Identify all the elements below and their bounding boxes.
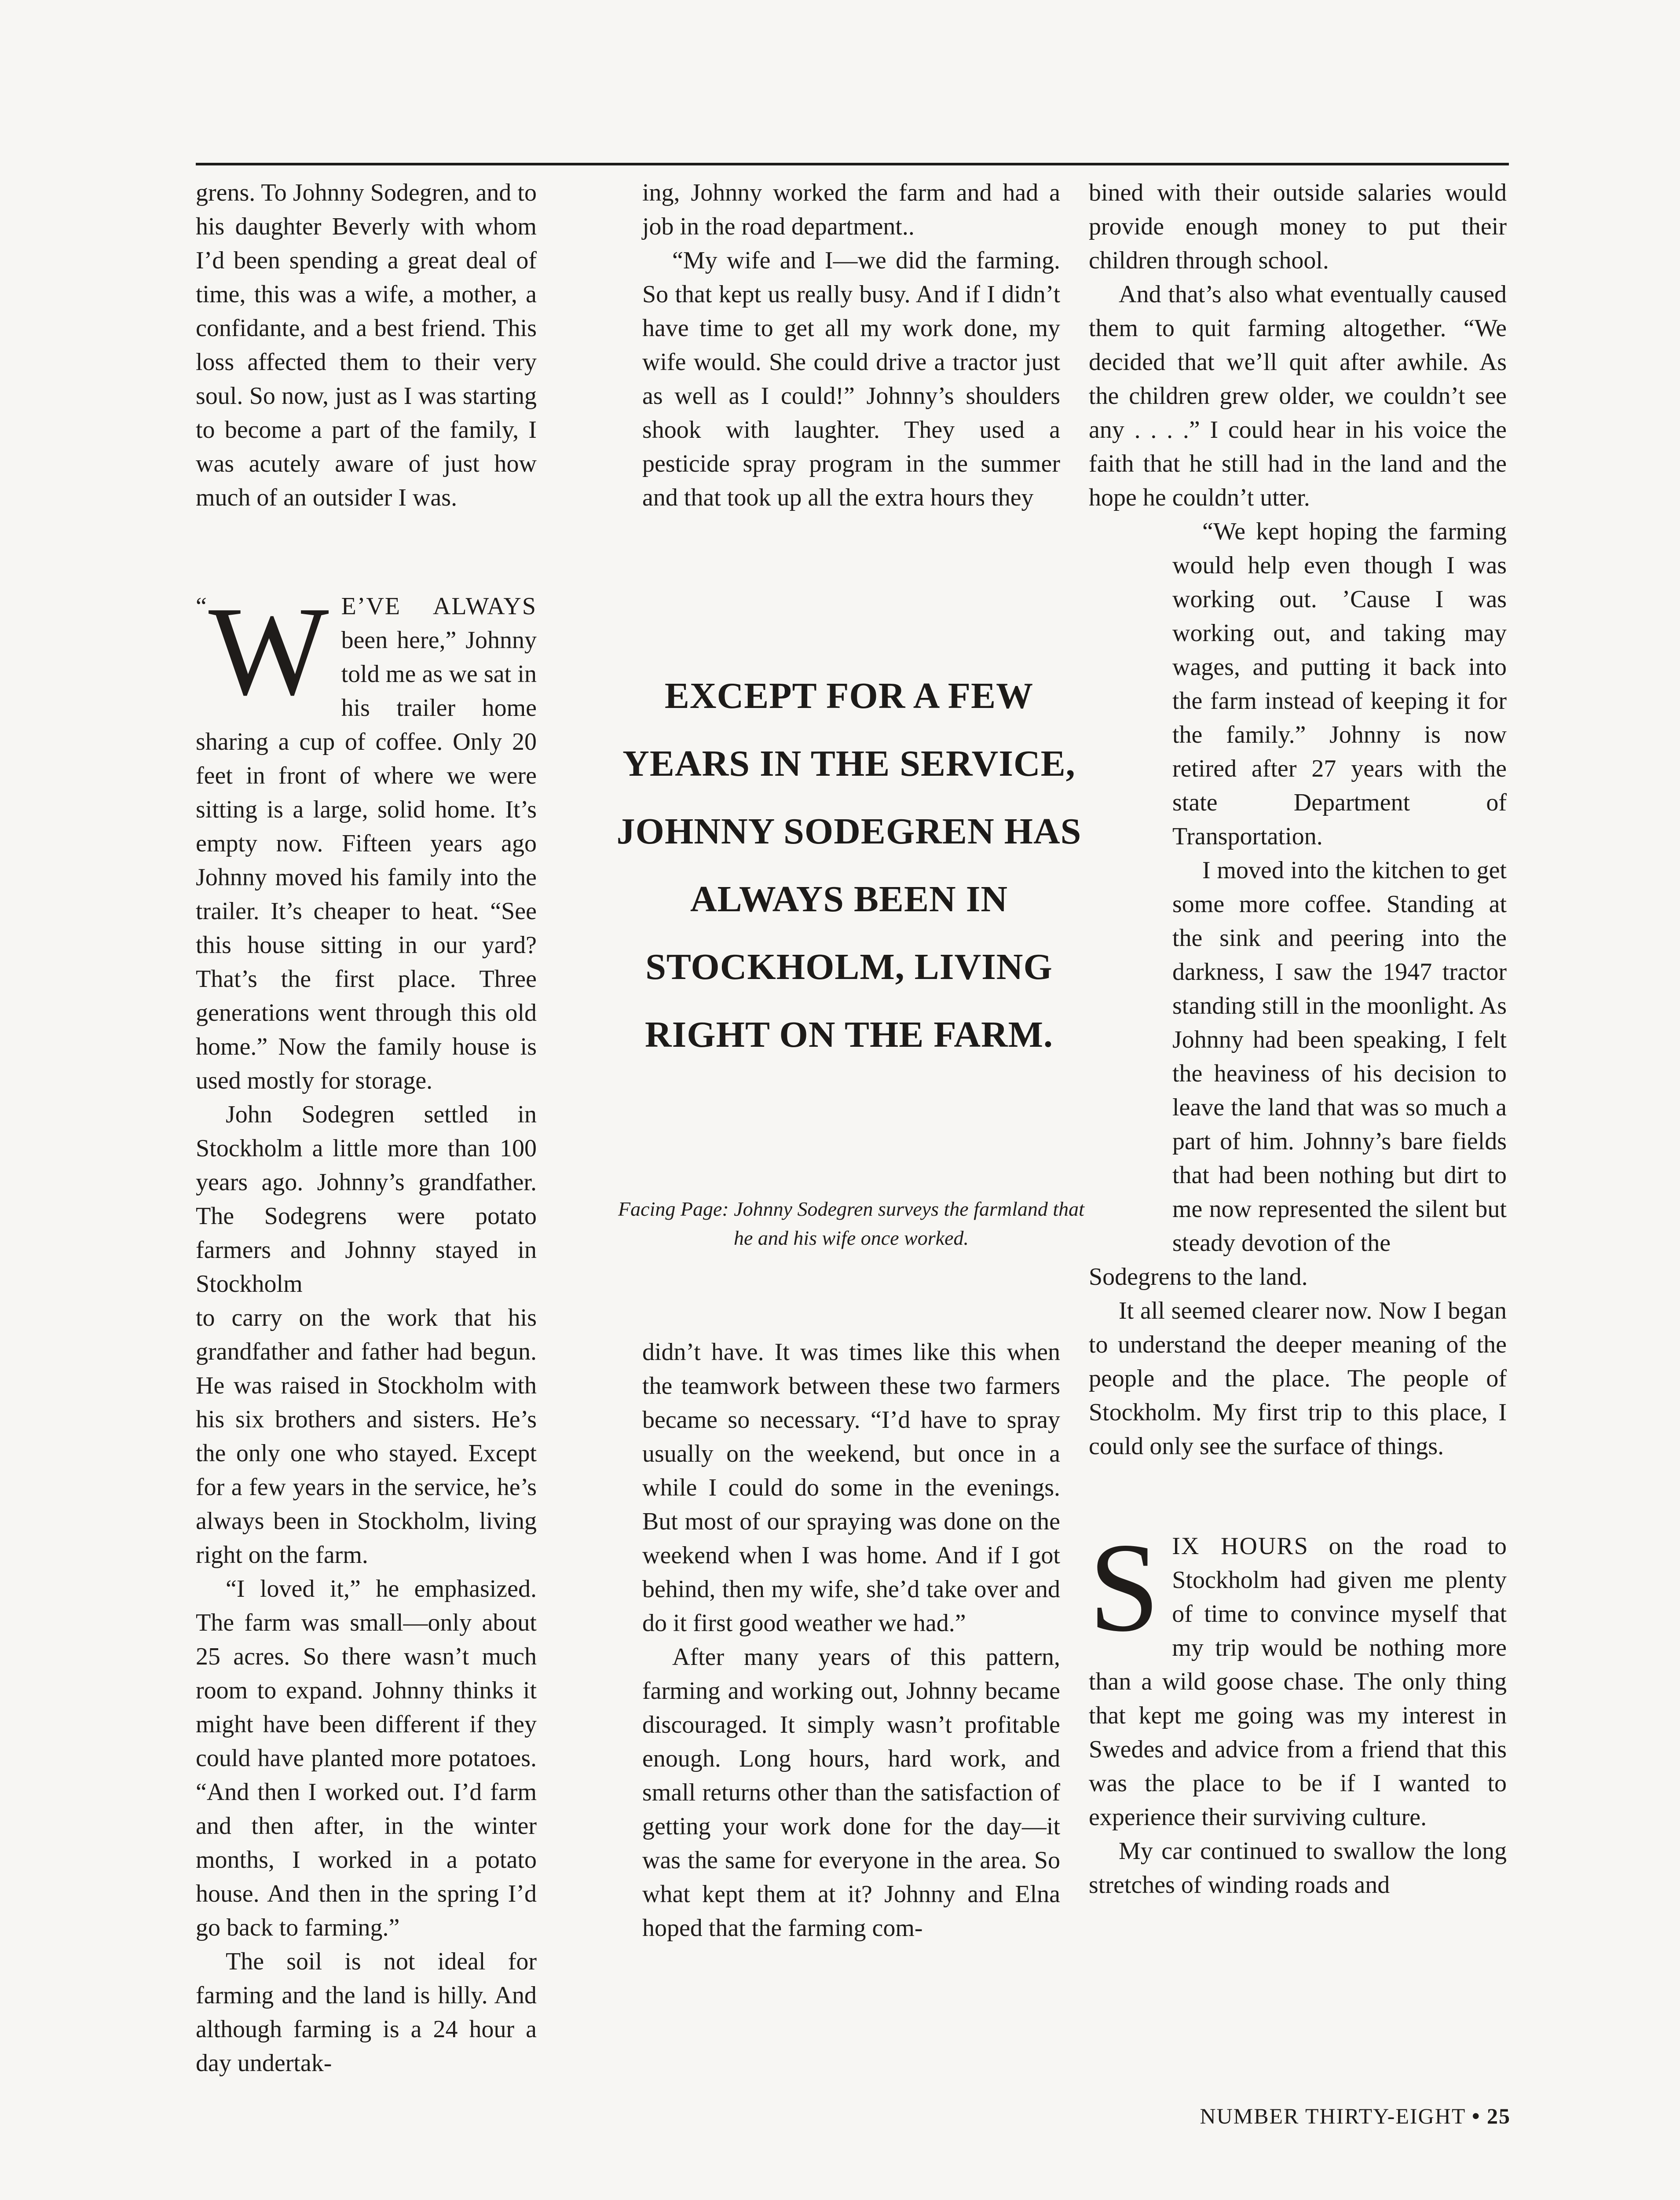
paragraph: “We kept hoping the farming would help even though I was working out. ’Cause I was working out, and taking may wages, and putting it back into the farm instead of keeping it for the family.” Johnny is now retired after 27 years with the state Department of Transportation.: [1172, 518, 1507, 850]
paragraph: I moved into the kitchen to get some more coffee. Standing at the sink and peering into the darkness, I saw the 1947 tractor standing still in the moonlight. As Johnny had been speaking, I felt the heaviness of his decision to leave the land that was so much a part of him. Johnny’s bare fields that had been nothing but dirt to me now represented the silent but steady devotion of the: [1172, 857, 1507, 1257]
paragraph: to carry on the work that his grandfather and father had begun. He was raised in Stockholm with his six brothers and sisters. He’s the only one who stayed. Except for a few years in the service, he’s always been in Stockholm, living right on the farm.: [196, 1304, 537, 1569]
paragraph: didn’t have. It was times like this when the teamwork between these two farmers became so necessary. “I’d have to spray usually on the weekend, but once in a while I could do some in the evenings. But most of our spraying was done on the weekend when I was home. And if I got behind, then my wife, she’d take over and do it first good weather we had.”: [642, 1338, 1060, 1637]
paragraph: bined with their outside salaries would provide enough money to put their children through school.: [1089, 179, 1507, 274]
paragraph: My car continued to swallow the long stretches of winding roads and: [1089, 1837, 1507, 1899]
paragraph: “I loved it,” he emphasized. The farm was small—only about 25 acres. So there wasn’t much room to expand. Johnny thinks it might have been different if they could have planted more potatoes. “And then I worked out. I’d farm and then after, in the winter months, I worked in a potato house. And then in the spring I’d go back to farming.”: [196, 1575, 537, 1941]
page-footer: [1200, 2103, 1511, 2129]
paragraph: John Sodegren settled in Stockholm a little more than 100 years ago. Johnny’s grandfather. The Sodegrens were potato farmers and Johnny stayed in Stockholm: [196, 1101, 537, 1298]
dropcap-letter: S: [1089, 1517, 1160, 1658]
magazine-issue-label: NUMBER THIRTY-EIGHT: [1200, 2104, 1466, 2128]
paragraph: Sodegrens to the land.: [1089, 1263, 1308, 1291]
paragraph: It all seemed clearer now. Now I began to understand the deeper meaning of the people and the place. The people of Stockholm. My first trip to this place, I could only see the surface of things.: [1089, 1297, 1507, 1460]
paragraph: And that’s also what eventually caused them to quit farming altogether. “We decided that we’ll quit after awhile. As the children grew older, we couldn’t see any . . . .” I could hear in his voice the faith that he still had in the land and the hope he couldn’t utter.: [1089, 281, 1507, 511]
dropcap-letter: W: [208, 580, 329, 722]
column-2-top: [642, 176, 1060, 515]
dropcap-paragraph: [196, 580, 537, 1098]
dropcap-lead: E’VE ALWAYS: [341, 593, 537, 620]
paragraph: “My wife and I—we did the farming. So that kept us really busy. And if I didn’t have time to get all my work done, my wife would. She could drive a tractor just as well as I could!” Johnny’s shoulders shook with laughter. They used a pesticide spray program in the summer and that took up all the extra hours they: [642, 247, 1060, 511]
dropcap-lead: IX HOURS: [1172, 1533, 1309, 1560]
paragraph: After many years of this pattern, farming and working out, Johnny became discouraged. It simply wasn’t profitable enough. Long hours, hard work, and small returns other than the satisfaction of getting your work done for the day—it was the same for everyone in the area. So what kept them at it? Johnny and Elna hoped that the farming com-: [642, 1643, 1060, 1942]
paragraph-text: been here,” Johnny told me as we sat in his trailer home sharing a cup of coffee. Only 20 feet in front of where we were sitting is a large, solid home. It’s empty now. Fifteen years ago Johnny moved his family into the trailer. It’s cheaper to heat. “See this house sitting in our yard? That’s the first place. Three generations went through this old home.” Now the family house is used mostly for storage.: [196, 627, 537, 1094]
column-1: [196, 176, 537, 2080]
paragraph: ing, Johnny worked the farm and had a job in the road department..: [642, 179, 1060, 240]
paragraph: grens. To Johnny Sodegren, and to his daughter Beverly with whom I’d been spending a great deal of time, this was a wife, a mother, a confidante, and a best friend. This loss affected them to their very soul. So now, just as I was starting to become a part of the family, I was acutely aware of just how much of an outsider I was.: [196, 179, 537, 511]
pull-quote: EXCEPT FOR A FEW YEARS IN THE SERVICE, JOHNNY SODEGREN HAS ALWAYS BEEN IN STOCKHOLM, LIVING RIGHT ON THE FARM.: [616, 675, 1082, 1055]
top-rule: [196, 163, 1509, 165]
column-3: [1089, 176, 1507, 1902]
column-2-bottom: [642, 1335, 1060, 1945]
paragraph-text: on the road to Stockholm had given me plenty of time to convince myself that my trip would be nothing more than a wild goose chase. The only thing that kept me going was my interest in Swedes and advice from a friend that this was the place to be if I wanted to experience their surviving culture.: [1089, 1533, 1507, 1831]
page-number: 25: [1487, 2104, 1511, 2128]
dropcap-paragraph: [1089, 1517, 1507, 1834]
photo-caption: Facing Page: Johnny Sodegren surveys the farmland that he and his wife once worked.: [618, 1198, 1084, 1249]
dropcap-quote: “: [196, 593, 207, 620]
footer-bullet: •: [1471, 2104, 1481, 2128]
paragraph: The soil is not ideal for farming and the land is hilly. And although farming is a 24 hour a day undertak-: [196, 1948, 537, 2077]
